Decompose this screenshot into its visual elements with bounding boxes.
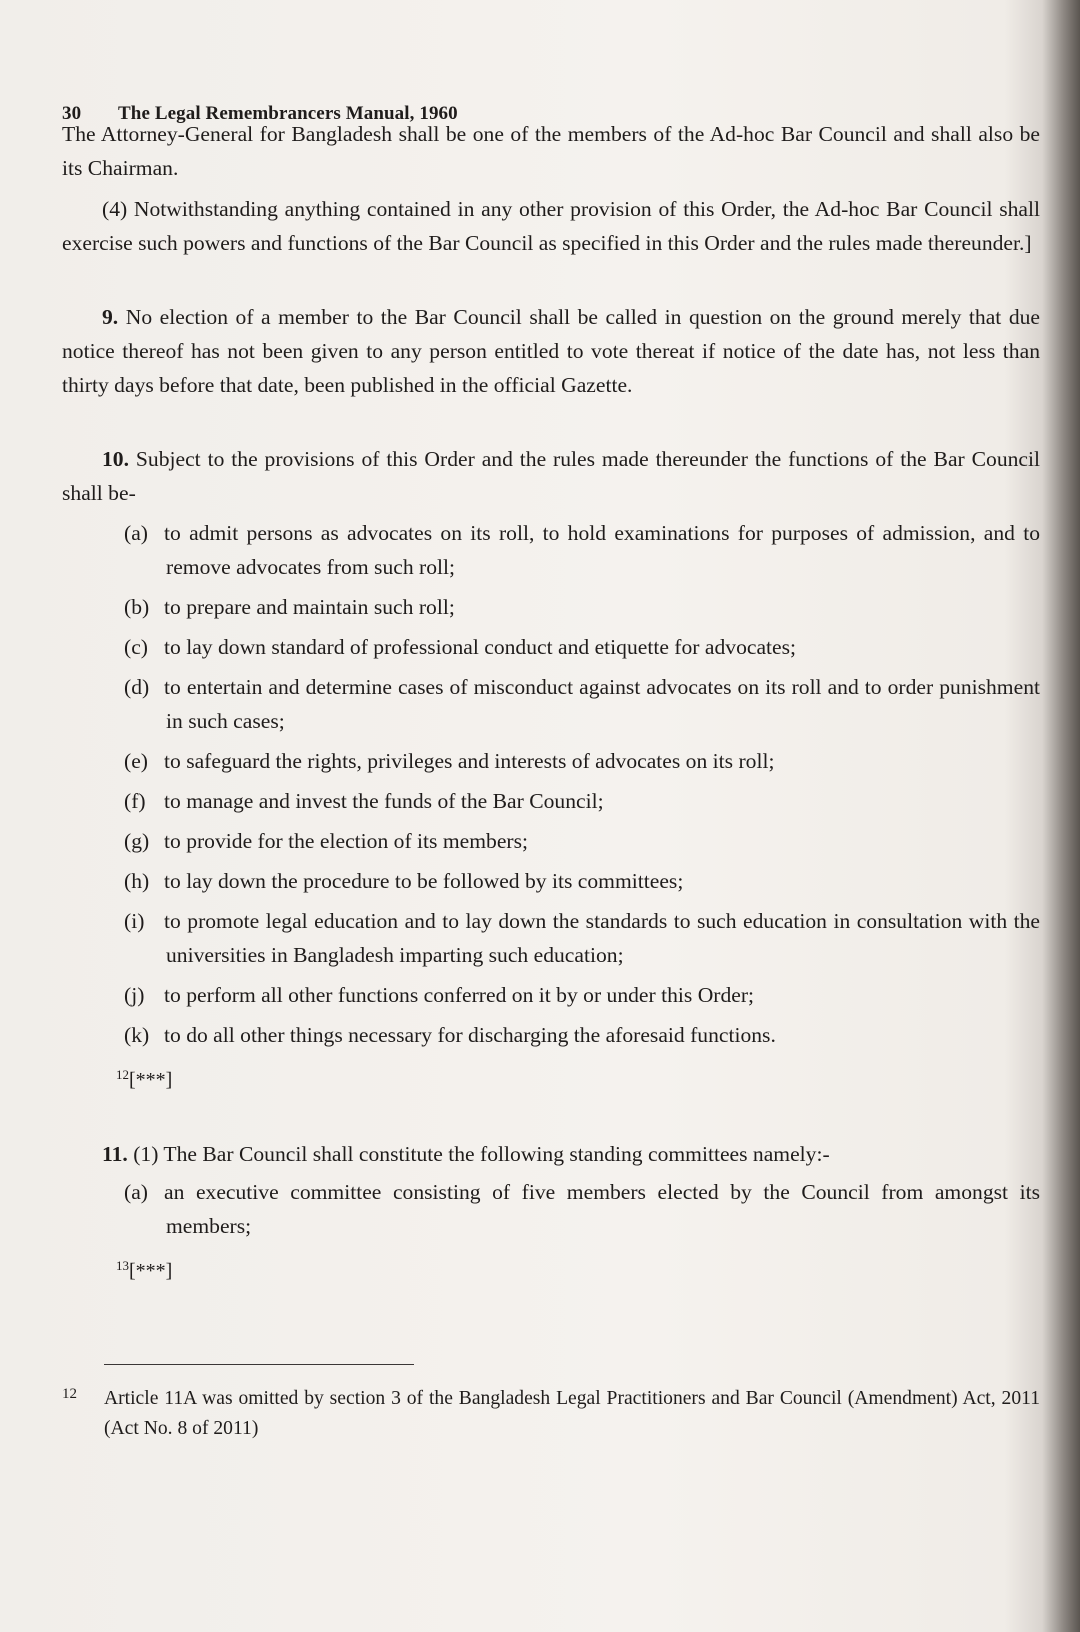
article-9-text: No election of a member to the Bar Council shall be called in question on the ground merely that due notice thereof has not been given to any person entitled to vote thereat if notice of the date has, not less than thirty days before that date, been published in the official Gazette. bbox=[62, 305, 1040, 397]
list-item: (a) an executive committee consisting of five members elected by the Council from amongst its members; bbox=[124, 1180, 1040, 1238]
page-number: 30 bbox=[62, 103, 82, 124]
list-item: (g) to provide for the election of its members; bbox=[124, 829, 528, 853]
article-11-number: 11. bbox=[102, 1142, 128, 1166]
page-body bbox=[62, 117, 1040, 1288]
footnote-number: 12 bbox=[62, 1386, 77, 1402]
article-9-number: 9. bbox=[102, 305, 119, 329]
book-title: The Legal Remembrancers Manual, 1960 bbox=[118, 103, 458, 124]
list-item: (k) to do all other things necessary for discharging the aforesaid functions. bbox=[124, 1023, 776, 1047]
continuation-paragraph: The Attorney-General for Bangladesh shall be one of the members of the Ad-hoc Bar Council and shall also be its Chairman. bbox=[62, 122, 1040, 180]
list-item: (f) to manage and invest the funds of the Bar Council; bbox=[124, 789, 604, 813]
list-item: (c) to lay down standard of professional conduct and etiquette for advocates; bbox=[124, 635, 797, 659]
omission-marker-12: $^{12}$[***] bbox=[116, 1067, 173, 1091]
article-10 bbox=[62, 442, 1040, 510]
list-item: (i) to promote legal education and to lay down the standards to such education in consultation with the universities in Bangladesh imparting such education; bbox=[124, 909, 1040, 967]
article-10-number: 10. bbox=[102, 447, 129, 471]
article-11 bbox=[62, 1137, 1040, 1171]
list-item: (e) to safeguard the rights, privileges and interests of advocates on its roll; bbox=[124, 749, 775, 773]
list-item: (a) to admit persons as advocates on its roll, to hold examinations for purposes of admission, and to remove advocates from such roll; bbox=[124, 521, 1040, 579]
footnote-text: Article 11A was omitted by section 3 of the Bangladesh Legal Practitioners and Bar Council (Amendment) Act, 2011 (Act No. 8 of 2011) bbox=[104, 1388, 1040, 1439]
article-11-text: (1) The Bar Council shall constitute the following standing committees namely:- bbox=[127, 1142, 830, 1166]
footnote bbox=[62, 1384, 1040, 1444]
omission-marker-13: $^{13}$[***] bbox=[116, 1258, 173, 1282]
list-item: (b) to prepare and maintain such roll; bbox=[124, 595, 455, 619]
clause-4-paragraph: (4) Notwithstanding anything contained in any other provision of this Order, the Ad-hoc Bar Council shall exercise such powers and functions of the Bar Council as specified in this Order and the rules made thereunder.] bbox=[62, 197, 1040, 255]
list-item: (h) to lay down the procedure to be followed by its committees; bbox=[124, 869, 684, 893]
footnote-divider bbox=[104, 1364, 414, 1365]
article-9 bbox=[62, 300, 1040, 402]
article-10-text: Subject to the provisions of this Order and the rules made thereunder the functions of the Bar Council shall be- bbox=[62, 447, 1040, 505]
footnote-ref: 13 bbox=[116, 1258, 129, 1273]
footnote-ref: 12 bbox=[116, 1067, 129, 1082]
list-item: (d) to entertain and determine cases of misconduct against advocates on its roll and to order punishment in such cases; bbox=[124, 675, 1040, 733]
list-item: (j) to perform all other functions conferred on it by or under this Order; bbox=[124, 983, 755, 1007]
